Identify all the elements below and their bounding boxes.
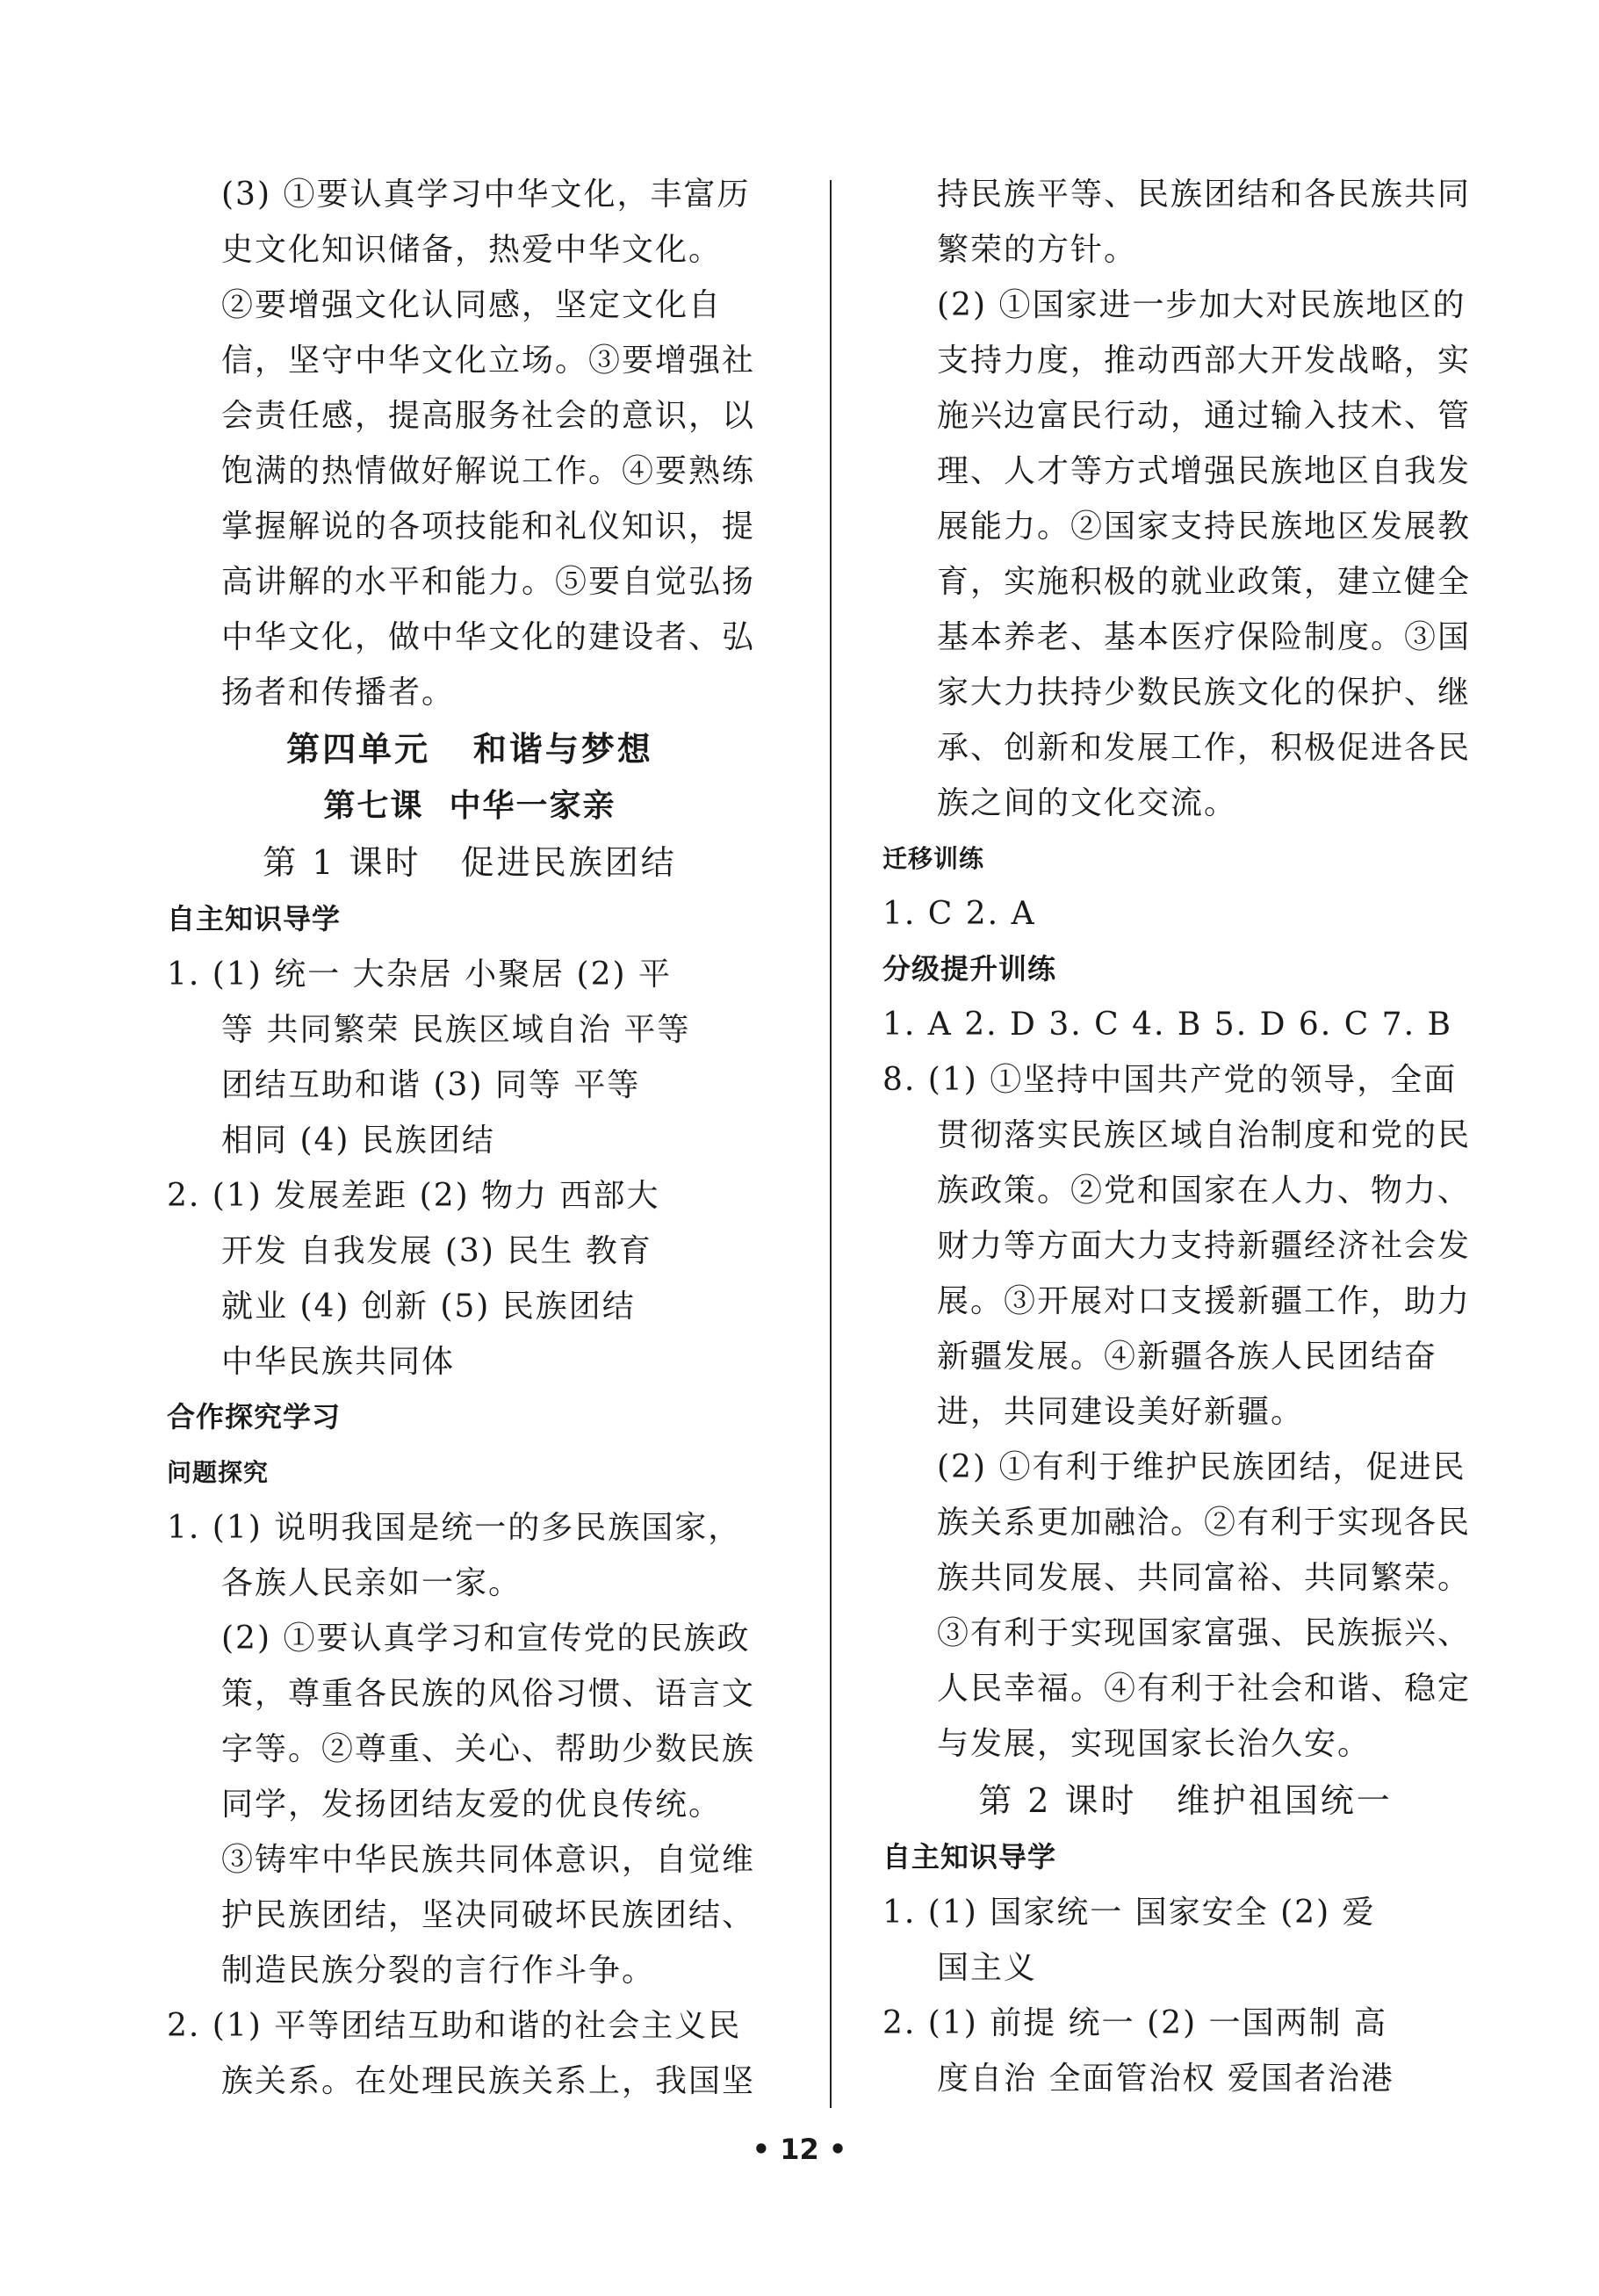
text-line: 理、人才等方式增强民族地区自我发 bbox=[937, 453, 1472, 489]
text-line: 1. (1) 说明我国是统一的多民族国家， bbox=[167, 1510, 742, 1546]
self-study-item-2 bbox=[167, 1168, 773, 1390]
section-heading-self-study-2: 自主知识导学 bbox=[882, 1840, 1057, 1874]
text-line: 2. (1) 前提 统一 (2) 一国两制 高 bbox=[882, 2005, 1387, 2041]
text-line: 族政策。②党和国家在人力、物力、 bbox=[937, 1173, 1472, 1209]
period-2-item-1 bbox=[882, 1885, 1488, 1996]
text-line: 族关系更加融洽。②有利于实现各民 bbox=[937, 1505, 1472, 1541]
text-line: (2) ①有利于维护民族团结，促进民 bbox=[937, 1449, 1466, 1485]
text-line: 基本养老、基本医疗保险制度。③国 bbox=[937, 619, 1472, 655]
text-line: 育，实施积极的就业政策，建立健全 bbox=[937, 564, 1472, 600]
text-line: 2. (1) 平等团结互助和谐的社会主义民 bbox=[167, 2008, 742, 2044]
text-line: 族共同发展、共同富裕、共同繁荣。 bbox=[937, 1560, 1472, 1596]
text-line: 承、创新和发展工作，积极促进各民 bbox=[937, 730, 1472, 766]
text-line: 同学，发扬团结友爱的优良传统。 bbox=[221, 1787, 723, 1823]
text-line: (2) ①要认真学习和宣传党的民族政 bbox=[221, 1621, 751, 1657]
text-line: 展。③开展对口支援新疆工作，助力 bbox=[937, 1283, 1472, 1319]
text-line: 持民族平等、民族团结和各民族共同 bbox=[937, 177, 1472, 213]
page-number: • 12 • bbox=[752, 2133, 847, 2166]
text-line: 1. (1) 统一 大杂居 小聚居 (2) 平 bbox=[167, 957, 672, 993]
text-line: 扬者和传播者。 bbox=[221, 675, 456, 711]
text-line: 策，尊重各民族的风俗习惯、语言文 bbox=[221, 1676, 756, 1712]
left-column bbox=[167, 167, 773, 2109]
text-line: 等 共同繁荣 民族区域自治 平等 bbox=[221, 1012, 691, 1048]
text-line: 开发 自我发展 (3) 民生 教育 bbox=[221, 1233, 652, 1269]
text-line: (2) ①国家进一步加大对民族地区的 bbox=[937, 287, 1466, 323]
text-line: ③铸牢中华民族共同体意识，自觉维 bbox=[221, 1842, 756, 1878]
text-line: 掌握解说的各项技能和礼仪知识，提 bbox=[221, 509, 756, 545]
text-line: 中华民族共同体 bbox=[221, 1344, 456, 1380]
text-line: 字等。②尊重、关心、帮助少数民族 bbox=[221, 1731, 756, 1767]
text-line: 族关系。在处理民族关系上，我国坚 bbox=[221, 2063, 756, 2099]
text-line: 支持力度，推动西部大开发战略，实 bbox=[937, 343, 1472, 379]
self-study-item-1 bbox=[167, 947, 773, 1168]
text-line: 展能力。②国家支持民族地区发展教 bbox=[937, 509, 1472, 545]
explore-item-2 bbox=[167, 1998, 773, 2109]
text-line: 1. (1) 国家统一 国家安全 (2) 爱 bbox=[882, 1895, 1376, 1931]
text-line: 高讲解的水平和能力。⑤要自觉弘扬 bbox=[221, 564, 756, 600]
text-line: 会责任感，提高服务社会的意识，以 bbox=[221, 398, 756, 434]
text-line: 国主义 bbox=[937, 1950, 1038, 1986]
period-title: 第 1 课时 促进民族团结 bbox=[263, 843, 677, 882]
period-2-item-2 bbox=[882, 1996, 1488, 2106]
text-line: ②要增强文化认同感，坚定文化自 bbox=[221, 287, 723, 323]
transfer-answers: 1. C 2. A bbox=[882, 896, 1036, 932]
text-line: 相同 (4) 民族团结 bbox=[221, 1123, 495, 1159]
graded-answers: 1. A 2. D 3. C 4. B 5. D 6. C 7. B bbox=[882, 1007, 1452, 1043]
text-line: 团结互助和谐 (3) 同等 平等 bbox=[221, 1067, 641, 1103]
column-divider bbox=[830, 180, 832, 2108]
text-line: 新疆发展。④新疆各族人民团结奋 bbox=[937, 1339, 1438, 1375]
explore-item-2-continued bbox=[882, 167, 1488, 831]
text-line: 财力等方面大力支持新疆经济社会发 bbox=[937, 1228, 1472, 1264]
text-line: 度自治 全面管治权 爱国者治港 bbox=[937, 2061, 1394, 2097]
text-line: ③有利于实现国家富强、民族振兴、 bbox=[937, 1615, 1472, 1651]
text-line: 贯彻落实民族区域自治制度和党的民 bbox=[937, 1117, 1472, 1153]
section-heading-coop: 合作探究学习 bbox=[167, 1400, 342, 1433]
text-line: 与发展，实现国家长治久安。 bbox=[937, 1726, 1372, 1762]
text-line: 进，共同建设美好新疆。 bbox=[937, 1394, 1305, 1430]
text-line: 信，坚守中华文化立场。③要增强社 bbox=[221, 343, 756, 379]
text-line: 史文化知识储备，热爱中华文化。 bbox=[221, 232, 723, 268]
text-line: 护民族团结，坚决同破坏民族团结、 bbox=[221, 1897, 756, 1933]
text-line: (3) ①要认真学习中华文化，丰富历 bbox=[221, 177, 751, 213]
explore-item-1 bbox=[167, 1500, 773, 1998]
text-line: 家大力扶持少数民族文化的保护、继 bbox=[937, 675, 1472, 711]
unit-title: 第四单元 和谐与梦想 bbox=[286, 730, 653, 769]
text-line: 中华文化，做中华文化的建设者、弘 bbox=[221, 619, 756, 655]
text-line: 人民幸福。④有利于社会和谐、稳定 bbox=[937, 1671, 1472, 1707]
lesson-title: 第七课 中华一家亲 bbox=[323, 788, 616, 824]
text-line: 饱满的热情做好解说工作。④要熟练 bbox=[221, 453, 756, 489]
section-heading-graded: 分级提升训练 bbox=[882, 952, 1057, 986]
period-2-title: 第 2 课时 维护祖国统一 bbox=[978, 1781, 1393, 1820]
section-heading-transfer: 迁移训练 bbox=[882, 844, 985, 873]
section-heading-self-study: 自主知识导学 bbox=[167, 902, 342, 935]
text-line: 8. (1) ①坚持中国共产党的领导，全面 bbox=[882, 1062, 1458, 1098]
text-line: 族之间的文化交流。 bbox=[937, 785, 1238, 821]
text-line: 各族人民亲如一家。 bbox=[221, 1565, 522, 1601]
graded-item-8 bbox=[882, 1052, 1488, 1772]
text-line: 制造民族分裂的言行作斗争。 bbox=[221, 1953, 656, 1989]
text-line: 就业 (4) 创新 (5) 民族团结 bbox=[221, 1289, 636, 1325]
text-line: 繁荣的方针。 bbox=[937, 232, 1138, 268]
text-line: 2. (1) 发展差距 (2) 物力 西部大 bbox=[167, 1178, 660, 1214]
subsection-heading-problem: 问题探究 bbox=[167, 1458, 270, 1487]
q3-answer bbox=[167, 167, 773, 720]
right-column bbox=[882, 167, 1488, 2106]
text-line: 施兴边富民行动，通过输入技术、管 bbox=[937, 398, 1472, 434]
